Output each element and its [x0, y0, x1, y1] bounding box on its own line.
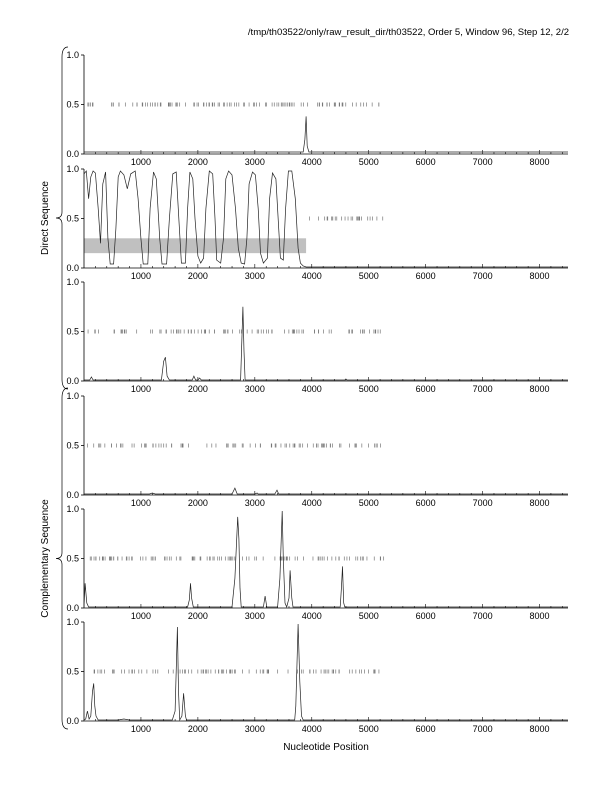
shaded-band: [84, 238, 306, 253]
series-line: [84, 307, 568, 380]
x-tick-label: 8000: [529, 271, 550, 281]
x-tick-label: 6000: [415, 498, 436, 508]
y-tick-label: 0.5: [66, 326, 79, 337]
x-tick-label: 3000: [244, 384, 265, 394]
x-tick-label: 5000: [358, 271, 379, 281]
x-tick-label: 2000: [187, 724, 208, 734]
x-tick-label: 5000: [358, 611, 379, 621]
x-tick-label: 2000: [187, 384, 208, 394]
y-tick-label: 1.0: [66, 164, 79, 174]
y-tick-label: 0.5: [66, 553, 79, 564]
y-tick-label: 0.0: [66, 263, 79, 273]
y-tick-label: 1.0: [66, 391, 79, 401]
x-tick-label: 3000: [244, 724, 265, 734]
series-line: [84, 624, 568, 720]
x-tick-label: 5000: [358, 498, 379, 508]
x-tick-label: 3000: [244, 271, 265, 281]
series-line: [84, 116, 568, 152]
x-tick-label: 6000: [415, 384, 436, 394]
y-tick-label: 0.0: [66, 716, 79, 726]
x-tick-label: 2000: [187, 611, 208, 621]
y-tick-label: 0.0: [66, 490, 79, 500]
y-tick-label: 1.0: [66, 617, 79, 627]
x-tick-label: 1000: [130, 611, 151, 621]
x-tick-label: 1000: [130, 157, 151, 167]
y-tick-label: 0.0: [66, 376, 79, 386]
series-line: [84, 511, 568, 607]
x-tick-label: 6000: [415, 271, 436, 281]
x-tick-label: 7000: [472, 498, 493, 508]
x-tick-label: 7000: [472, 384, 493, 394]
x-tick-label: 8000: [529, 724, 550, 734]
y-tick-label: 0.0: [66, 603, 79, 613]
y-tick-label: 0.5: [66, 99, 79, 110]
x-tick-label: 1000: [130, 384, 151, 394]
x-tick-label: 3000: [244, 498, 265, 508]
x-tick-label: 5000: [358, 384, 379, 394]
x-tick-label: 7000: [472, 271, 493, 281]
x-tick-label: 7000: [472, 724, 493, 734]
x-tick-label: 7000: [472, 611, 493, 621]
y-tick-label: 0.0: [66, 149, 79, 159]
y-tick-label: 0.5: [66, 440, 79, 451]
x-tick-label: 4000: [301, 384, 322, 394]
x-axis-label: Nucleotide Position: [283, 742, 369, 753]
x-tick-label: 2000: [187, 271, 208, 281]
x-tick-label: 6000: [415, 724, 436, 734]
x-tick-label: 1000: [130, 724, 151, 734]
x-tick-label: 1000: [130, 271, 151, 281]
x-tick-label: 4000: [301, 498, 322, 508]
group-label: Direct Sequence: [40, 181, 51, 255]
y-tick-label: 0.5: [66, 666, 79, 677]
y-tick-label: 1.0: [66, 277, 79, 287]
x-tick-label: 7000: [472, 157, 493, 167]
x-tick-label: 2000: [187, 157, 208, 167]
x-tick-label: 5000: [358, 724, 379, 734]
x-tick-label: 4000: [301, 271, 322, 281]
x-tick-label: 8000: [529, 157, 550, 167]
series-line: [84, 488, 568, 494]
x-tick-label: 3000: [244, 157, 265, 167]
x-tick-label: 8000: [529, 611, 550, 621]
x-tick-label: 1000: [130, 498, 151, 508]
x-tick-label: 8000: [529, 498, 550, 508]
page-title: /tmp/th03522/only/raw_result_dir/th03522, Order 5, Window 96, Step 12, 2/2: [247, 27, 569, 38]
x-tick-label: 4000: [301, 611, 322, 621]
x-tick-label: 5000: [358, 157, 379, 167]
group-label: Complementary Sequence: [40, 499, 51, 618]
x-tick-label: 6000: [415, 611, 436, 621]
y-tick-label: 0.5: [66, 213, 79, 224]
x-tick-label: 8000: [529, 384, 550, 394]
y-tick-label: 1.0: [66, 50, 79, 60]
x-tick-label: 6000: [415, 157, 436, 167]
x-tick-label: 4000: [301, 724, 322, 734]
x-tick-label: 2000: [187, 498, 208, 508]
x-tick-label: 4000: [301, 157, 322, 167]
x-tick-label: 3000: [244, 611, 265, 621]
y-tick-label: 1.0: [66, 504, 79, 514]
